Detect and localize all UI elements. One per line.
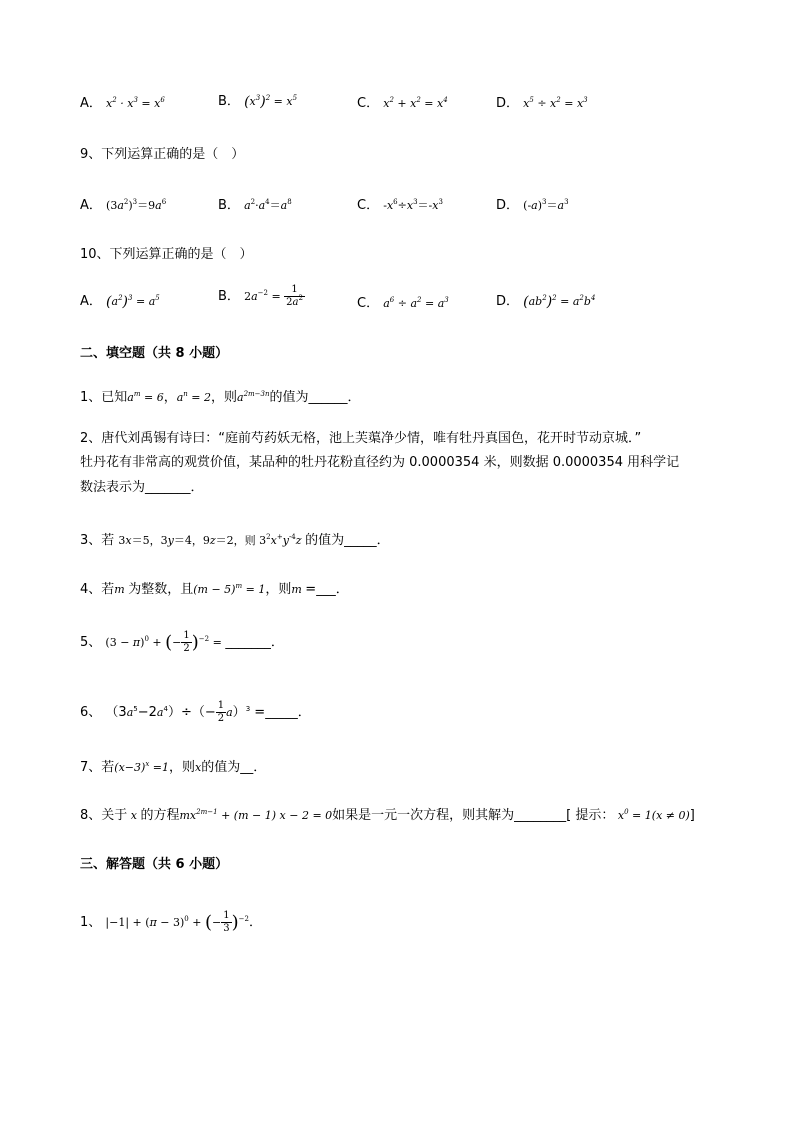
q1-sep: ， [163, 390, 177, 405]
q3-suffix: 的值为_____． [305, 533, 390, 548]
option-d-label: D． [496, 96, 520, 111]
option-c-label: C． [357, 198, 380, 213]
q8-option-d [496, 92, 588, 111]
q9-option-a: A． $(3a^2)^3=9a^6$ [80, 198, 167, 213]
q10-option-a: A． $(a^2)^3 = a^5$ [80, 294, 160, 310]
q8-option-c [357, 92, 448, 111]
q8-suffix: ] [689, 808, 695, 823]
option-a-formula: $x^2 \cdot x^3 = x^6$ [106, 96, 165, 110]
q9-stem: 9、下列运算正确的是（ ） [80, 147, 245, 162]
q7-mid: ，则 [168, 760, 195, 775]
fill-q2-line1: 2、唐代刘禹锡有诗曰：“庭前芍药妖无格，池上芙蕖净少情，唯有牡丹真国色，花开时节动京城．” [80, 431, 642, 446]
q1-suffix: 的值为______． [269, 390, 361, 405]
q6-suffix: =_____． [254, 705, 311, 720]
option-a-label: A． [80, 96, 102, 111]
q9-option-b: B． $a^2\cdot a^4=a^8$ [218, 198, 292, 213]
option-a-label: A． [80, 294, 102, 309]
option-c-label: C． [357, 296, 380, 311]
option-c-label: C． [357, 96, 380, 111]
fill-q5: 5、 $(3 - \pi)^0$ + (− $\frac{1}{2}$ )$^{-2}$ = _______． [80, 630, 284, 654]
solve-q1-prefix: 1、 [80, 915, 102, 930]
fill-q7: 7、若$(x-3)^x =1$，则x的值为__． [80, 760, 267, 775]
option-d-label: D． [496, 294, 520, 309]
q5-suffix: _______． [225, 635, 284, 650]
q7-suffix: 的值为__． [201, 760, 267, 775]
q1-then: ，则 [211, 390, 238, 405]
q4-suffix: =___． [305, 582, 349, 597]
q4-mid2: ，则 [265, 582, 292, 597]
q10-option-c: C． $a^6 \div a^2 = a^3$ [357, 296, 449, 311]
q8-mid2: 如果是一元一次方程，则其解为________[ 提示： [332, 808, 615, 823]
option-a-label: A． [80, 198, 102, 213]
fill-q6: 6、 $(3a^5-2a^4)\div(-$ $\frac{1}{2}$ a）$^3$ =_____． [80, 700, 311, 724]
solve-q1-suffix: ． [248, 915, 262, 930]
option-d-formula: $x^5 \div x^2 = x^3$ [523, 96, 588, 110]
q8-options [80, 92, 165, 111]
q8-option-b [218, 90, 297, 110]
q7-prefix: 7、若 [80, 760, 115, 775]
q10-stem: 10、下列运算正确的是（ ） [80, 247, 253, 262]
section-fill-in-title: 二、填空题（共 8 小题） [80, 346, 229, 361]
fill-q2-line3: 数法表示为_______． [80, 480, 204, 495]
q10-option-d: D． $(ab^2)^2 = a^2b^4$ [496, 294, 596, 310]
q3-prefix: 3、若 [80, 533, 115, 548]
q9-option-d: D． $(-a)^3=a^3$ [496, 198, 569, 213]
q4-mid1: 为整数，且 [128, 582, 194, 597]
option-b-label: B． [218, 198, 240, 213]
fill-q1: 1、已知$a^m = 6$，$a^n = 2$，则$a^{2m-3n}$的值为______． [80, 390, 361, 405]
fill-q2-line2: 牡丹花有非常高的观赏价值，某品种的牡丹花粉直径约为 0.0000354 米，则数据 0.0000354 用科学记 [80, 455, 680, 470]
q8-mid1: 的方程 [140, 808, 180, 823]
section-solve-title: 三、解答题（共 6 小题） [80, 857, 229, 872]
solve-q1: 1、 $|-1| + (\pi - 3)^0$ + (− $\frac{1}{3}$ )$^{-2}$． [80, 910, 262, 934]
option-b-formula: $(x^3)^2 = x^5$ [244, 94, 298, 110]
option-b-label: B． [218, 94, 240, 109]
q6-prefix: 6、 [80, 705, 102, 720]
q9-option-c: C． $-x^6\div x^3=-x^3$ [357, 198, 443, 213]
q4-prefix: 4、若 [80, 582, 115, 597]
q5-prefix: 5、 [80, 635, 102, 650]
q1-prefix: 1、已知 [80, 390, 128, 405]
option-b-label: B． [218, 289, 240, 304]
option-d-label: D． [496, 198, 520, 213]
fill-q4: 4、若m 为整数，且$(m - 5)^m = 1$，则m =___． [80, 582, 349, 597]
q8-prefix: 8、关于 [80, 808, 128, 823]
fill-q8: 8、关于 x 的方程$mx^{2m-1} + (m - 1) x - 2 = 0$如果是一元一次方程，则其解为________[ 提示： $x^0 = 1(x \ne 0)$] [80, 808, 695, 823]
fill-q3: 3、若 3x＝5，3y＝4，9z＝2，则 $3^2x^+y^{-4}z$ 的值为_____． [80, 533, 390, 548]
q10-option-b: B． $2a^{-2}$ = $\frac{1}{2a^2}$ [218, 284, 303, 308]
option-c-formula: $x^2 + x^2 = x^4$ [383, 96, 448, 110]
